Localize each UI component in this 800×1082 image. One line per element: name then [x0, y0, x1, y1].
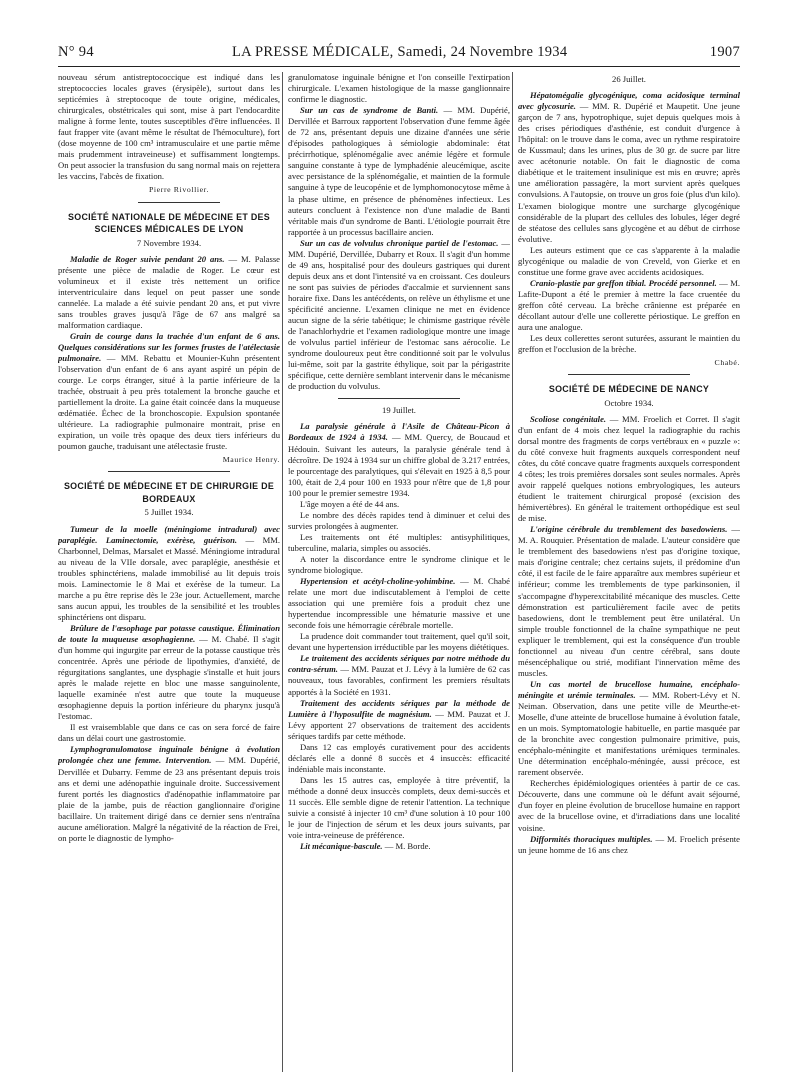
article-body: — MM. Pauzat et J. Lévy apportent 27 observations de traitement des accidents sériques tardifs par cette méthode.	[288, 708, 510, 741]
article-body: — M. Borde.	[382, 841, 431, 852]
article-title: Le traitement des accidents sériques par notre méthode du contra-sérum.	[288, 653, 510, 675]
article-body: — MM. Froelich et Corret. Il s'agit d'un enfant de 4 mois chez lequel la radiographie du rachis dorsal montre des fragments de corps vertébraux en « puzzle »: du côté convexe huit fragments auxquels correspondent neuf côtes, du côté concave quatre fragments auxquels correspondent 4 côtes; les trois premières dorsales sont seules normales. Après avoir rappelé quelques notions embryologiques, les auteurs étudient le traitement chirurgical proposé (excision des hémivertèbres). En général le traitement orthopédique est seul de mise.	[518, 413, 740, 524]
paragraph: A noter la discordance entre le syndrome clinique et le syndrome biologique.	[288, 553, 510, 576]
paragraph: L'âge moyen a été de 44 ans.	[300, 498, 400, 509]
article-body: — M. Chabé relate une mort due indiscutablement à l'emploi de cette association qui une première fois a produit chez une hypertendue incompressible une hématurie massive et une seconde fois une hémorragie cérébrale mortelle.	[288, 576, 510, 631]
column-2	[288, 72, 510, 1074]
section-rule	[338, 398, 460, 399]
article-body: — M. Lafite-Dupont a été le premier à mettre la face cruentée du greffon côté cerveau. La brèche crânienne est préparée en décollant autour d'elle une collerette périostique. Le greffon en aura une analogue.	[518, 277, 740, 333]
article-body: — MM. Quercy, de Boucaud et Hédouin. Suivant les auteurs, la paralysie générale tend à décroître. De 1924 à 1934 sur un chiffre global de 3.217 entrées, le pourcentage des paralytiques, qui s'élevait en 1925 à 8,5 pour 100, était de 2,4 pour 100 en 1933 pour n'être que de 1,8 pour 100 pour le premier semestre 1934.	[288, 432, 510, 498]
article-body: — M. Froelich présente un jeune homme de 16 ans chez	[518, 833, 740, 855]
article-body: — M. A. Rouquier. Présentation de malade. L'auteur considère que le tremblement des basedowiens n'est pas d'origine toxique, mais d'origine centrale; chez certains sujets, il prédomine d'un côté, il est facile de le faire apparaître aux membres supérieur et inférieur; comme les tremblements de type parkinsonien, il s'accompagne d'hyperexcitabilité mécanique des muscles. Cette démonstration est particulièrement facile avec de petits basedowiens, dont le tremblement peut être unilatéral. Un simple trouble fonctionnel de la chaîne sympathique ne peut expliquer le tremblement, qui est la conséquence d'un trouble fonctionnel au niveau d'un centre cérébral, sans doute mésencéphalique ou strié, modifiant l'innervation même des muscles.	[518, 524, 740, 678]
article-body: — M. Palasse présente une pièce de maladie de Roger. Le cœur est volumineux et il existe très nettement un orifice interventriculaire dans lequel on peut passer une sonde cannelée. La malade a été suivie pendant 20 ans, et put vivre sans troubles graves jusqu'à l'âge de 67 ans malgré sa malformation cardiaque.	[58, 253, 280, 330]
signature: Maurice Henry.	[222, 455, 280, 465]
paragraph: Les auteurs estiment que ce cas s'apparente à la maladie glycogénique ou maladie de von Creveld, von Gierke et en constitue une forme grave avec accidents acidosiques.	[518, 244, 740, 277]
article	[518, 414, 740, 524]
article-title: Scoliose congénitale.	[530, 413, 607, 424]
paragraph: Les traitements ont été multiples: antisyphilitiques, tuberculine, malaria, simples ou associés.	[288, 531, 510, 553]
column-divider	[282, 72, 283, 1072]
paragraph: Recherches épidémiologiques orientées à partir de ce cas. Découverte, dans une commune où le défunt avait séjourné, d'un foyer en pleine évolution de brucellose humaine en rapport avec de la brucellose ovine, et d'irradiations dans une localité voisine.	[518, 778, 740, 833]
article	[58, 744, 280, 843]
paragraph: Il est vraisemblable que dans ce cas on sera forcé de faire dans un délai court une gastrostomie.	[58, 722, 280, 744]
paragraph: nouveau sérum antistreptococcique est indiqué dans les streptococcies locales graves (érysipèle), surtout dans les septicémies à streptocoque de toute origine, médicales, chirurgicales, obstétricales qui sont, mise à part l'endocardite maligne à forme lente, toutes susceptibles d'être influencées. Il faut frapper vite (avant même le résultat de l'hémoculture), fort (dose moyenne de 100 cm³ intramusculaire et une partie même mais prudemment intraveineuse) et suffisamment longtemps. On peut associer la transfusion du sang normal mais on rejettera les vaccins, l'abcès de fixation.	[58, 72, 280, 182]
session-date: 7 Novembre 1934.	[136, 237, 202, 248]
column-1	[58, 72, 280, 1074]
article-title: L'origine cérébrale du tremblement des basedowiens.	[530, 524, 728, 535]
article-title: Difformités thoraciques multiples.	[530, 833, 653, 844]
session-date: Octobre 1934.	[604, 397, 654, 408]
article	[58, 331, 280, 453]
signature: Pierre Rivollier.	[138, 184, 220, 202]
session-date: 5 Juillet 1934.	[144, 507, 194, 518]
session-date: 19 Juillet.	[382, 405, 416, 416]
article	[518, 679, 740, 778]
article-title: Grain de courge dans la trachée d'un enfant de 6 ans. Quelques considérations sur les formes frustes de l'atélectasie pulmonaire.	[58, 330, 280, 363]
article	[58, 623, 280, 722]
paragraph: Le nombre des décès rapides tend à diminuer et celui des survies prolongées à augmenter.	[288, 509, 510, 531]
article	[58, 524, 280, 623]
society-heading: SOCIÉTÉ NATIONALE DE MÉDECINE ET DES SCIENCES MÉDICALES DE LYON	[68, 211, 270, 235]
article	[288, 841, 510, 852]
article	[518, 834, 740, 856]
article-title: Tumeur de la moelle (méningiome intradural) avec paraplégie. Laminectomie, exérèse, guérison.	[58, 523, 280, 545]
article	[58, 254, 280, 331]
article-title: Un cas mortel de brucellose humaine, encéphalo-méningite et urémie terminales.	[518, 678, 740, 700]
article	[288, 576, 510, 631]
article-title: Maladie de Roger suivie pendant 20 ans.	[70, 253, 225, 264]
article-body: — MM. Dupérié, Dervillée, Dubarry et Roux. Il s'agit d'un homme de 49 ans, hospitalisé pour des douleurs gastriques qui durent depuis deux ans et dont l'intensité va en croissant. Ces douleurs ne sont pas suivies de périodes d'accalmie et surviennent sans horaire fixe. Dans les antécédents, on relève un éthylisme et une spécificité ancienne. L'examen clinique ne met en évidence aucun signe de la série tabétique; le chimisme gastrique révèle de l'anachlorhydrie et l'examen radiologique montre une image de volvulus partiel inférieur de l'estomac sans aérocolie. Le syndrome douloureux peut être conditionné soit par le volvulus lui-même, soit par la gastrite éthylique, soit par la périgastrite spécifique, cette dernière semblant intervenir dans le mécanisme de production du volvulus.	[288, 237, 510, 392]
section-rule	[568, 374, 690, 375]
article-body: — MM. Rebattu et Mounier-Kuhn présentent l'observation d'un enfant de 6 ans ayant aspiré un pépin de courge. Le corps étranger, situé à la partie inférieure de la trachée, obstruait à peu près totalement la bronche gauche et partiellement la droite. La gaine était coincée dans la muqueuse œdématiée. Échec de la bronchoscopie. Expulsion spontanée ultérieure. La radiographie pulmonaire montrait, prise en expiration, un voile très opaque des deux tiers inférieurs du poumon gauche, traduisant une atélectasie fruste.	[58, 352, 280, 452]
article-body: — MM. Dupérié, Dervillée et Barroux rapportent l'observation d'une femme âgée de 72 ans, présentant depuis une dizaine d'années une série d'épisodes pathologiques à sémiologie abdominale: état précirrhotique, splénomégalie avec anémie légère et formule sanguine constante à type de lymphadénie aleucémique, ascite avec persistance de la splénomégalie, et maintien de la formule sanguine à type de leucopénie et de lymphomonocytose même à la phase ultime, en présence de phénomènes infectieux. Les auteurs concluent à l'existence non d'une maladie de Banti véritable mais d'un syndrome de Banti. L'étiologie pourrait être rapportée à un processus bacillaire ancien.	[288, 105, 510, 237]
article-body: — MM. Charbonnel, Delmas, Marsalet et Massé. Méningiome intradural au niveau de la VIIe dorsale, avec paraplégie, anesthésie et troubles sphinctériens, malade immobilisé au lit depuis trois mois. Laminectomie le 8 Mai et exérèse de la tumeur. La marche a pu être reprise dès le 23e jour. Actuellement, marche sans aucun appui, les troubles de la sensibilité et les troubles sphinctériens ont disparu.	[58, 534, 280, 622]
article-title: Cranio-plastie par greffon tibial. Procédé personnel.	[530, 277, 717, 288]
column-divider	[512, 72, 513, 1072]
article	[518, 90, 740, 245]
article-title: La paralysie générale à l'Asile de Château-Picon à Bordeaux de 1924 à 1934.	[288, 421, 510, 443]
society-heading: SOCIÉTÉ DE MÉDECINE DE NANCY	[548, 384, 710, 395]
article-title: Brûlure de l'œsophage par potasse caustique. Élimination de toute la muqueuse œsophagienne.	[58, 622, 280, 644]
article-title: Sur un cas de volvulus chronique partiel de l'estomac.	[300, 237, 499, 248]
article-title: Hypertension et acétyl-choline-yohimbine.	[300, 576, 456, 587]
article	[288, 653, 510, 697]
article-title: Sur un cas de syndrome de Banti.	[300, 105, 439, 116]
article	[288, 421, 510, 498]
article-title: Lit mécanique-bascule.	[300, 841, 383, 852]
page-header	[58, 44, 740, 67]
society-heading: SOCIÉTÉ DE MÉDECINE ET DE CHIRURGIE DE BORDEAUX	[63, 481, 275, 504]
article	[518, 524, 740, 679]
article-body: — MM. Dupérié, Dervillée et Dubarry. Femme de 23 ans présentant depuis trois ans et demi une adénopathie inguinale droite. Successivement furent portés les diagnostics d'adénopathie inflammatoire par plaie de la jambe, puis de réaction ganglionnaire d'origine bacillaire. Un traitement dirigé dans ce dernier sens n'entraîna aucune amélioration. Malgré la négativité de la réaction de Frei, on porte le diagnostic de lympho-	[58, 755, 280, 843]
page-number: 1907	[709, 44, 740, 60]
section-rule	[108, 471, 230, 472]
paragraph: Les deux collerettes seront suturées, assurant le maintien du greffon et l'occlusion de la brèche.	[518, 333, 740, 355]
article-title: Lymphogranulomatose inguinale bénigne à évolution prolongée chez une femme. Intervention.	[58, 744, 280, 766]
article	[288, 105, 510, 238]
article	[518, 278, 740, 333]
article	[288, 238, 510, 393]
article	[288, 698, 510, 742]
paragraph: Dans les 15 autres cas, employée à titre préventif, la méthode a donné deux insuccès complets, deux demi-succès et 11 succès. Elle semble digne de retenir l'attention. La technique suivie a consisté à injecter 10 cm³ d'une solution à 10 pour 100 le jour de l'injection de sérum et les deux jours suivants, par voie intra-veineuse de préférence.	[288, 774, 510, 841]
paragraph: La prudence doit commander tout traitement, quel qu'il soit, devant une hypertension irréductible par les moyens diététiques.	[288, 631, 510, 653]
journal-title: LA PRESSE MÉDICALE, Samedi, 24 Novembre 1934	[232, 44, 568, 60]
signature: Chabé.	[714, 358, 740, 368]
article-body: — M. Chabé. Il s'agit d'un homme qui ingurgite par erreur de la potasse caustique très concentrée. Après une période de lipothymies, d'anxiété, de régurgitations sanglantes, une dysphagie s'installe et huit jours après le malade rejette en bloc une masse sanguinolente, laquelle examinée n'est autre que toute la muqueuse œsophagienne depuis la portion inférieure du pharynx jusqu'à l'estomac.	[58, 633, 280, 722]
issue-number: N° 94	[58, 44, 94, 60]
article-title: Traitement des accidents sériques par la méthode de Lumière à l'hyposulfite de magnésium.	[288, 697, 510, 719]
article-body: — MM. Pauzat et J. Lévy à la lumière de 62 cas nouveaux, tous favorables, confirment les premiers résultats apportés à la Société en 1931.	[288, 664, 510, 697]
paragraph: Dans 12 cas employés curativement pour des accidents déclarés elle a donné 8 succès et 4 insuccès: efficacité indéniable mais inconstante.	[288, 741, 510, 774]
article-body: — MM. Robert-Lévy et N. Neiman. Observation, dans une petite ville de Meurthe-et-Moselle, d'une atteinte de brucellose humaine à évolution fatale, en un mois. Symptomatologie habituelle, en partie masquée par de la bronchite avec congestion pulmonaire primitive, puis, encéphalo-méningite et manifestations urémiques terminales. Une détermination encéphalo-méningée, aussi précoce, est rarement observée.	[518, 689, 740, 778]
session-date: 26 Juillet.	[612, 74, 646, 84]
article-body: — MM. R. Dupérié et Maupetit. Une jeune garçon de 7 ans, hypotrophique, sujet depuis quelques mois à des crises périodiques d'asthénie, est conduit d'urgence à l'hôpital: on le trouve dans le coma, avec un rythme respiratoire de Kussmaul; dans les urines, plus de 30 gr. de sucre par litre avec acétonurie notable. On fait le diagnostic de coma diabétique et le traitement insulinique est mis en œuvre; après une amélioration passagère, la mort survient après quelques convulsions. A l'autopsie, on trouve un gros foie (plus d'un kilo). L'examen biologique montre une surcharge glycogénique considérable de la plupart des cellules des lobules, léger degré de stéatose des cellules sans glycogène et au début de cirrhose évolutive.	[518, 101, 740, 244]
article-title: Hépatomégalie glycogénique, coma acidosique terminal avec glycosurie.	[518, 90, 740, 112]
paragraph: granulomatose inguinale bénigne et l'on conseille l'extirpation chirurgicale. L'examen histologique de la masse ganglionnaire confirme le diagnostic.	[288, 72, 510, 105]
column-3	[518, 72, 740, 1074]
